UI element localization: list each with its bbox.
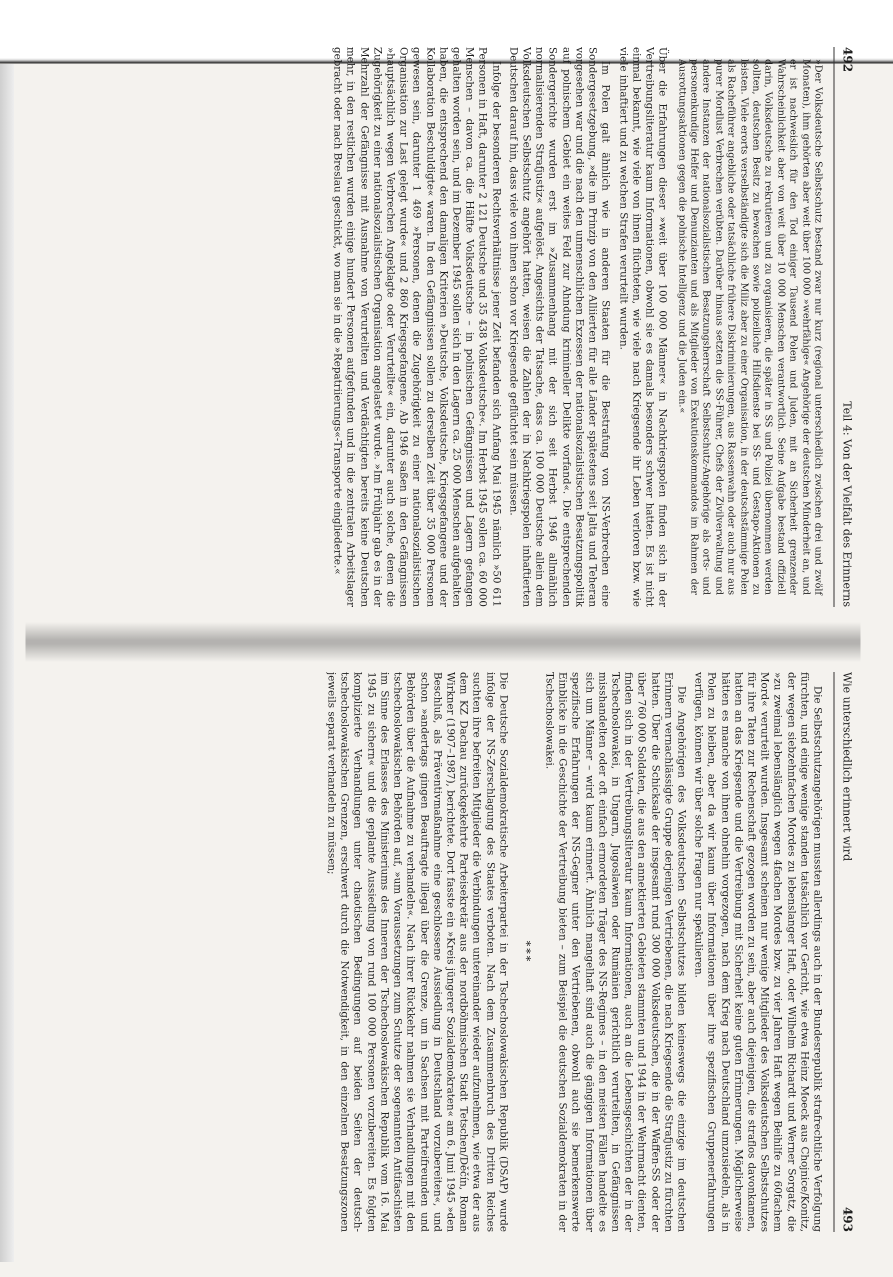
left-block-quote: »Der Volksdeutsche Selbstschutz bestand zwar nur kurz (regional unterschiedlich zwischen drei und zwölf Monaten), ihm gehörten aber weit über 100 000 »wehrfähige« Angehörige der deutschen Minderheit an, und er ist nachweislich für den Tod einiger Tausend Polen und Juden, mit an Sicherheit grenzender Wahrscheinlichkeit aber von weit über 10 000 Menschen verantwortlich. Seine Aufgabe bestand offiziell darin, Volksdeutsche zu rekrutieren und zu organisieren, die später in SS und Polizei übernommen werden sollten, deutschen Besitz zu bewachen sowie polizeiliche Hilfsdienste bei SS- und Gestapo-Aktionen zu leisten. Viele erorts verselbständigte sich die Miliz aber zu einer Organisation, in der deutschstämmige Polen als Racheführer angebliche oder tatsächliche frühere Diskriminierungen, aus Rassenwahn oder auch nur aus purer Mordlust Verbrechen verübten. Darüber hinaus setzten die SS-Führer, Chefs der Zivilverwaltung und andere Instanzen der nationalsozialistischen Besatzungsherrschaft Selbstschutz-Angehörige als orts- und personenkundige Helfer und Denunzianten und als Mitglieder von Exekutionskommandos im Rahmen der Ausrottungsaktionen gegen die polnische Intelligenz und die Juden ein.« xyxy=(676,59,824,595)
left-running-header xyxy=(834,47,861,607)
right-running-head: Wie unterschiedlich erinnert wird xyxy=(841,672,854,862)
left-paragraph: Im Polen galt ähnlich wie in anderen Staaten für die Bestrafung von NS-Verbrechen eine Sondergesetzgebung, »die im Prinzip von den Alliierten für alle Länder spätestens seit Jalta und Teheran vorgesehen war und die nach den unmenschlichen Exzessen der nationalsozialistischen Besatzungspolitik auf polnischem Gebiet ein weites Feld zur Ahndung krimineller Delikte vorfand«. Die entsprechenden Sondergerichte wurden erst im »Zusammenhang mit der sich seit Herbst 1946 allmählich normalisierenden Strafjustiz« aufgelöst. Angesichts der Tatsache, dass ca. 100 000 Deutsche allein dem Volksdeutschen Selbstschutz angehört hatten, weisen die Zahlen der in Nachkriegspolen inhaftierten Deutschen darauf hin, dass viele von ihnen schon vor Kriegsende geflüchtet sein müssen. xyxy=(507,47,612,607)
book-spine-shadow xyxy=(26,622,861,662)
section-separator: *** xyxy=(519,940,533,964)
scan-left-edge xyxy=(0,64,14,1262)
book-spread xyxy=(26,47,861,1277)
left-page-number: 492 xyxy=(840,47,855,73)
right-page-number: 493 xyxy=(840,1206,855,1232)
right-paragraph: Die Selbstschutzangehörigen mussten allerdings auch in der Bundesrepublik strafrechtliche Verfolgung fürchten, und einige wenige standen tatsächlich vor Gericht, wie etwa Heinz Moeck aus Chojnice/Konitz, der wegen siebzehnfachen Mordes zu lebenslanger Haft, oder Wilhelm Richardt und Werner Sorgatz, die »zu zweimal lebenslänglich wegen 4fachen Mordes bzw. zu vier Jahren Haft wegen Beihilfe zu 60fachem Mord« verurteilt wurden. Insgesamt scheinen nur wenige Mitglieder des Volksdeutschen Selbstschutzes für ihre Taten zur Rechenschaft gezogen worden zu sein, aber auch diejenigen, die straflos davonkamen, hatten an das Kriegsende und die Vertreibung mit Sicherheit keine guten Erinnerungen. Möglicherweise hätten es manche von ihnen ohnehin vorgezogen, nach dem Krieg nach Deutschland umzusiedeln, als in Polen zu bleiben, aber da wir kaum über Informationen über ihre spezifischen Gruppenerfahrungen verfügen, können wir über solche Fragen nur spekulieren. xyxy=(692,672,824,1232)
left-paragraph: Über die Erfahrungen dieser »weit über 100 000 Männer« in Nachkriegspolen finden sich in der Vertreibungsliteratur kaum Informationen, obwohl sie es damals besonders schwer hatten. Es ist nicht einmal bekannt, wie viele von ihnen flüchteten, wie viele nach Kriegsende ihr Leben verloren bzw. wie viele inhaftiert und zu welchen Strafen verurteilt wurden. xyxy=(617,47,669,607)
right-page xyxy=(26,672,861,1232)
left-paragraph: Infolge der besonderen Rechtsverhältnisse jener Zeit befanden sich Anfang Mai 1945 nämlich »50 611 Personen in Haft, darunter 2 121 Deutsche und 35 438 Volksdeutsche«. Im Herbst 1945 sollen ca. 60 000 Menschen – davon ca. die Hälfte Volksdeutsche – in polnischen Gefängnissen und Lagern gefangen gehalten worden sein, und im Dezember 1945 sollen sich in den Lagern ca. 25 000 Menschen aufgehalten haben, die entsprechend den damaligen Kriterien »Deutsche, Volksdeutsche, Kriegsgefangene und der Kollaboration Beschuldigte« waren. In den Gefängnissen sollen zu derselben Zeit über 35 000 Personen gewesen sein, darunter 1 469 »Personen, denen die Zugehörigkeit zu einer nationalsozialistischen Organisation zur Last gelegt wurde« und 2 860 Kriegsgefangene. Ab 1946 saßen in den Gefängnissen »hauptsächlich wegen Verbrechen Angeklagte oder Verurteilte« ein, darunter auch solche, denen die Zugehörigkeit zu einer nationalsozialistischen Organisation angelastet wurde. »Im Frühjahr gab es in der Mehrzahl der Gefängnisse mit Ausnahme von Verurteilten und Verdächtigten bereits keine Deutschen mehr, in den restlichen wurden einige hundert Personen aufgefunden und in die zentralen Arbeitslager gebracht oder nach Breslau geschickt, wo man sie in die »Repatriierungs«-Transporte eingliederte.« xyxy=(331,47,503,607)
right-paragraph: Die Deutsche Sozialdemokratische Arbeiterpartei in der Tschechoslowakischen Republik (DSAP) wurde infolge der NS-Zerschlagung des Staates verboten. Nach dem Zusammenbruch des Dritten Reiches suchten ihre befreiten Mitglieder die Verbindungen untereinander wieder aufzunehmen, wie etwa der aus dem KZ Dachau zurückgekehrte Parteisekretär aus der nordböhmischen Stadt Tetschen/Děčín, Roman Wirkner (1907–1987), berichtete. Dort fasste ein »Kreis jüngerer Sozialdemokraten« am 6. Juni 1945 »den Beschluß, als Präventivmaßnahme eine geschlossene Aussiedlung in Deutschland vorzubereiten«, und schon »andertags gingen Beauftragte illegal über die Grenze, um in Sachsen mit Parteifreunden und Behörden über die Aufnahme zu verhandeln«. Nach ihrer Rückkehr nahmen sie Verhandlungen mit den tschechoslowakischen Behörden auf, »um Voraussetzungen zum Schutze der sogenannten Antifaschisten im Sinne des Erlasses des Ministeriums des Inneren der Tschechoslowakischen Republik vom 16. Mai 1945 zu sichern« und die geplante Aussiedlung von rund 100 000 Personen vorzubereiten. Es folgten komplizierte Verhandlungen unter chaotischen Bedingungen auf beiden Seiten der deutsch-tschechoslowakischen Grenzen, erschwert durch die Notwendigkeit, in den einzelnen Besatzungszonen jeweils separat verhandeln zu müssen; xyxy=(325,672,510,1232)
left-page xyxy=(26,47,861,607)
right-paragraph: Die Angehörigen des Volksdeutschen Selbstschutzes bilden keineswegs die einzige im deutschen Erinnern vernachlässigte Gruppe derjenigen Vertriebenen, die nach Kriegsende die Strafjustiz zu fürchten hatten. Über die Schicksale der insgesamt rund 300 000 Volksdeutschen, die in der Waffen-SS oder der über 760 000 Soldaten, die aus den annektierten Gebieten stammten und 1944 in der Wehrmacht dienten, finden sich in der Vertreibungsliteratur kaum Informationen, auch an die Lebensgeschichten der in der Tschechoslowakei, in Ungarn, Jugoslawien oder Rumänien gerichtlich verurteilten, in Gefängnissen misshandelten oder oft einfach ermordeten Träger des NS-Regimes – in den meisten Fällen handelte es sich um Männer – wird kaum erinnert. Ähnlich mangelhaft sind auch die gängigen Informationen über spezifische Erfahrungen der NS-Gegner unter den Vertriebenen, obwohl auch sie bemerkenswerte Einblicke in die Geschichte der Vertreibung bieten – zum Beispiel die deutschen Sozialdemokraten in der Tschechoslowakei. xyxy=(543,672,688,1232)
right-running-header xyxy=(834,672,861,1232)
left-running-head: Teil 4: Von der Vielfalt des Erinnerns xyxy=(841,401,854,607)
